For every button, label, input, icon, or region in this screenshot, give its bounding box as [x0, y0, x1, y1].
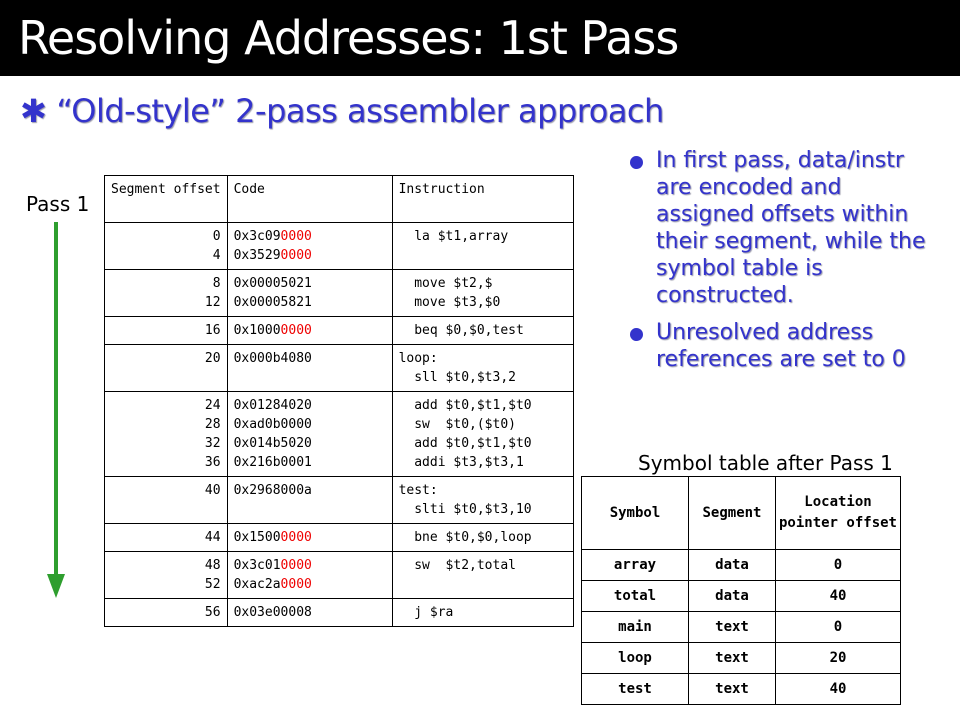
code-cell [227, 270, 392, 317]
symbol-offset: 0 [776, 550, 901, 581]
header-symbol: Symbol [582, 477, 689, 550]
code-table-row [105, 223, 574, 270]
instruction-line: sw $t0,($t0) [398, 417, 516, 432]
pass-label: Pass 1 [26, 192, 90, 216]
instruction-cell [392, 599, 573, 627]
symbol-name: loop [582, 643, 689, 674]
bullet-item [626, 147, 946, 309]
machine-code [234, 434, 386, 453]
machine-code-unresolved: 0000 [280, 248, 312, 263]
code-table-header [105, 176, 574, 223]
code-table [104, 175, 574, 627]
bullet-item [626, 319, 946, 373]
instruction-line: j $ra [398, 605, 454, 620]
machine-code [234, 321, 386, 340]
machine-code [234, 349, 386, 368]
instruction-line: move $t2,$ [398, 276, 493, 291]
instruction-cell [392, 477, 573, 524]
instruction-line: slti $t0,$t3,10 [398, 502, 532, 517]
subtitle-text: “Old-style” 2-pass assembler approach [56, 92, 664, 130]
machine-code-unresolved: 0000 [280, 229, 312, 244]
code-table-row [105, 392, 574, 477]
instruction-line: sll $t0,$t3,2 [398, 370, 516, 385]
code-table-row [105, 599, 574, 627]
segment-offset: 48 [204, 558, 221, 573]
symbol-offset: 40 [776, 674, 901, 705]
header-location: Location pointer offset [776, 477, 901, 550]
instruction-line: beq $0,$0,test [398, 323, 524, 338]
machine-code-resolved: 0x1000 [233, 323, 281, 338]
segment-offset-cell [105, 223, 228, 270]
segment-offset-cell [105, 552, 228, 599]
machine-code-resolved: 0xad0b0000 [233, 417, 312, 432]
instruction-line: add $t0,$t1,$t0 [398, 398, 532, 413]
machine-code-resolved: 0x3529 [233, 248, 281, 263]
machine-code-resolved: 0x01284020 [233, 398, 312, 413]
bullet-text: Unresolved address references are set to 0 [656, 320, 906, 372]
instruction-line: move $t3,$0 [398, 295, 501, 310]
instruction-cell [392, 552, 573, 599]
machine-code [234, 396, 386, 415]
machine-code-unresolved: 0000 [280, 558, 312, 573]
subtitle [20, 90, 664, 132]
segment-offset-cell [105, 599, 228, 627]
code-table-row [105, 477, 574, 524]
machine-code-resolved: 0x000b4080 [233, 351, 312, 366]
pass-arrow-icon [44, 222, 68, 598]
symbol-name: test [582, 674, 689, 705]
instruction-cell [392, 317, 573, 345]
segment-offset: 16 [204, 323, 221, 338]
machine-code-unresolved: 0000 [280, 530, 312, 545]
symbol-row [582, 643, 901, 674]
code-table-row [105, 270, 574, 317]
slide-title: Resolving Addresses: 1st Pass [18, 11, 679, 65]
instruction-line: loop: [398, 351, 438, 366]
instruction-cell [392, 345, 573, 392]
instruction-cell [392, 524, 573, 552]
machine-code-resolved: 0x03e00008 [233, 605, 312, 620]
machine-code [234, 246, 386, 265]
header-instruction: Instruction [392, 176, 573, 223]
machine-code-resolved: 0x00005021 [233, 276, 312, 291]
title-bar [0, 0, 960, 76]
instruction-cell [392, 392, 573, 477]
segment-offset: 40 [204, 483, 221, 498]
machine-code [234, 415, 386, 434]
header-segment: Segment [689, 477, 776, 550]
segment-offset: 20 [204, 351, 221, 366]
code-cell [227, 223, 392, 270]
segment-offset-cell [105, 477, 228, 524]
bullet-dot-icon [630, 156, 643, 169]
segment-offset: 24 [204, 398, 221, 413]
machine-code-resolved: 0x3c01 [233, 558, 281, 573]
symbol-name: total [582, 581, 689, 612]
symbol-offset: 0 [776, 612, 901, 643]
machine-code-unresolved: 0000 [280, 577, 312, 592]
symbol-offset: 40 [776, 581, 901, 612]
code-cell [227, 552, 392, 599]
code-cell [227, 345, 392, 392]
code-table-row [105, 524, 574, 552]
symbol-segment: text [689, 643, 776, 674]
machine-code [234, 603, 386, 622]
code-cell [227, 524, 392, 552]
instruction-line: sw $t2,total [398, 558, 516, 573]
bullet-list [626, 147, 946, 383]
segment-offset-cell [105, 317, 228, 345]
machine-code-resolved: 0x00005821 [233, 295, 312, 310]
header-segment-offset: Segment offset [105, 176, 228, 223]
symbol-segment: data [689, 581, 776, 612]
machine-code-unresolved: 0000 [280, 323, 312, 338]
symbol-name: array [582, 550, 689, 581]
code-table-row [105, 552, 574, 599]
machine-code [234, 293, 386, 312]
symbol-segment: text [689, 674, 776, 705]
machine-code [234, 274, 386, 293]
segment-offset: 8 [212, 276, 221, 291]
code-cell [227, 392, 392, 477]
bullet-dot-icon [630, 328, 643, 341]
machine-code [234, 227, 386, 246]
segment-offset: 52 [204, 577, 221, 592]
machine-code-resolved: 0x1500 [233, 530, 281, 545]
symbol-row [582, 550, 901, 581]
symbol-offset: 20 [776, 643, 901, 674]
instruction-line: test: [398, 483, 438, 498]
header-code: Code [227, 176, 392, 223]
machine-code-resolved: 0x2968000a [233, 483, 312, 498]
symbol-table [581, 476, 901, 705]
machine-code [234, 481, 386, 500]
code-table-row [105, 345, 574, 392]
segment-offset: 28 [204, 417, 221, 432]
segment-offset: 12 [204, 295, 221, 310]
machine-code-resolved: 0x3c09 [233, 229, 281, 244]
machine-code [234, 528, 386, 547]
symbol-segment: text [689, 612, 776, 643]
machine-code-resolved: 0x014b5020 [233, 436, 312, 451]
segment-offset-cell [105, 524, 228, 552]
instruction-cell [392, 270, 573, 317]
segment-offset: 44 [204, 530, 221, 545]
symbol-row [582, 581, 901, 612]
code-cell [227, 477, 392, 524]
symbol-segment: data [689, 550, 776, 581]
symbol-name: main [582, 612, 689, 643]
symbol-table-caption: Symbol table after Pass 1 [638, 451, 893, 475]
machine-code [234, 556, 386, 575]
instruction-line: add $t0,$t1,$t0 [398, 436, 532, 451]
symbol-table-header [582, 477, 901, 550]
machine-code [234, 575, 386, 594]
symbol-row [582, 612, 901, 643]
code-cell [227, 317, 392, 345]
segment-offset-cell [105, 345, 228, 392]
segment-offset-cell [105, 392, 228, 477]
instruction-line: addi $t3,$t3,1 [398, 455, 524, 470]
instruction-cell [392, 223, 573, 270]
machine-code-resolved: 0x216b0001 [233, 455, 312, 470]
segment-offset-cell [105, 270, 228, 317]
machine-code-resolved: 0xac2a [233, 577, 281, 592]
segment-offset: 32 [204, 436, 221, 451]
segment-offset: 36 [204, 455, 221, 470]
segment-offset: 56 [204, 605, 221, 620]
bullet-text: In first pass, data/instr are encoded and assigned offsets within their segment, while the symbol table is constructed. [656, 148, 926, 308]
segment-offset: 4 [212, 248, 221, 263]
instruction-line: la $t1,array [398, 229, 509, 244]
code-table-row [105, 317, 574, 345]
instruction-line: bne $t0,$0,loop [398, 530, 532, 545]
symbol-row [582, 674, 901, 705]
code-cell [227, 599, 392, 627]
segment-offset: 0 [212, 229, 221, 244]
asterisk-icon: ✱ [20, 92, 47, 130]
machine-code [234, 453, 386, 472]
